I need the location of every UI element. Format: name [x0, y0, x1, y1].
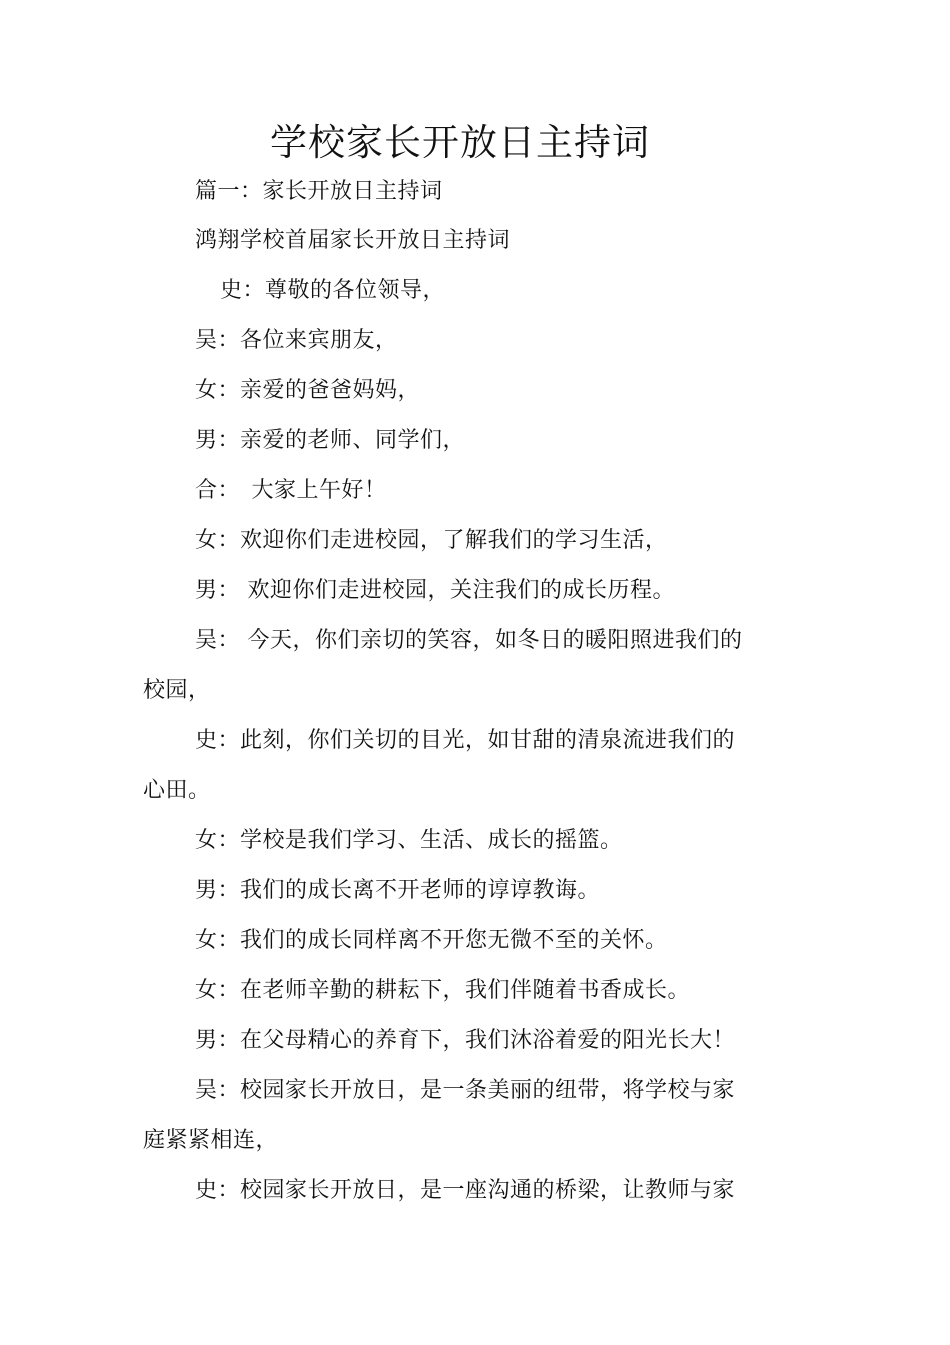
paragraph-line-continued: 心田。	[143, 778, 211, 803]
document-title: 学校家长开放日主持词	[270, 121, 650, 164]
heading-event: 鸿翔学校首届家长开放日主持词	[195, 228, 511, 253]
paragraph-line: 合： 大家上午好！	[195, 478, 387, 503]
paragraph-line: 吴： 今天，你们亲切的笑容，如冬日的暖阳照进我们的	[195, 628, 743, 653]
paragraph-line: 男：亲爱的老师、同学们，	[195, 428, 466, 453]
paragraph-line: 史：尊敬的各位领导，	[220, 278, 446, 303]
paragraph-line: 男： 欢迎你们走进校园，关注我们的成长历程。	[195, 578, 675, 603]
paragraph-line: 男：我们的成长离不开老师的谆谆教诲。	[195, 878, 601, 903]
paragraph-line: 史：校园家长开放日，是一座沟通的桥梁，让教师与家	[195, 1178, 736, 1203]
paragraph-line: 女：我们的成长同样离不开您无微不至的关怀。	[195, 928, 668, 953]
heading-section-1: 篇一：家长开放日主持词	[195, 179, 443, 204]
paragraph-line: 女：在老师辛勤的耕耘下，我们伴随着书香成长。	[195, 978, 691, 1003]
paragraph-line-continued: 庭紧紧相连，	[143, 1128, 279, 1153]
paragraph-line: 女：亲爱的爸爸妈妈，	[195, 378, 421, 403]
paragraph-line: 女：学校是我们学习、生活、成长的摇篮。	[195, 828, 623, 853]
paragraph-line: 女：欢迎你们走进校园，了解我们的学习生活，	[195, 528, 668, 553]
paragraph-line: 史：此刻，你们关切的目光，如甘甜的清泉流进我们的	[195, 728, 736, 753]
paragraph-line: 男：在父母精心的养育下，我们沐浴着爱的阳光长大！	[195, 1028, 736, 1053]
paragraph-line-continued: 校园，	[143, 678, 211, 703]
paragraph-line: 吴：各位来宾朋友，	[195, 328, 398, 353]
paragraph-line: 吴：校园家长开放日，是一条美丽的纽带，将学校与家	[195, 1078, 736, 1103]
